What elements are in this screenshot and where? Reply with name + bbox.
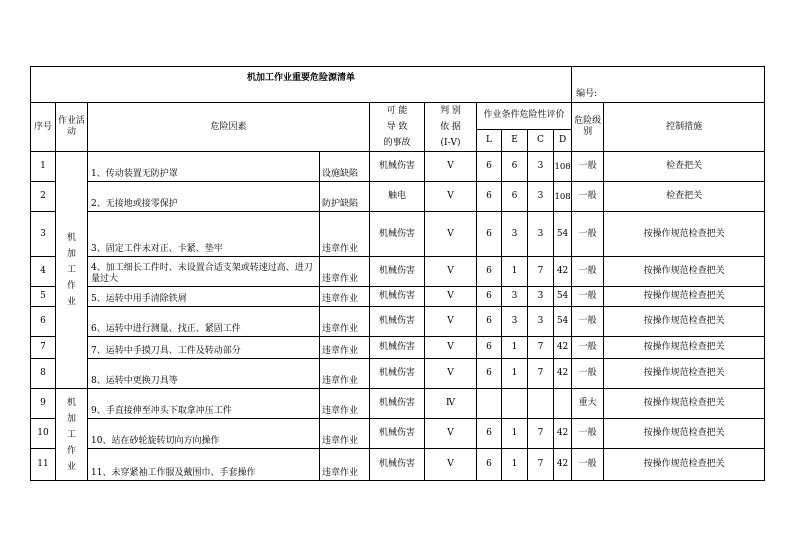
judgement-basis: Ⅴ <box>425 287 477 307</box>
judgement-basis: Ⅴ <box>425 337 477 359</box>
title-row <box>31 67 765 103</box>
table-row <box>31 449 765 481</box>
header-control: 控制措施 <box>604 103 765 152</box>
value-L: 6 <box>477 182 502 212</box>
table-row <box>31 359 765 389</box>
value-D: 54 <box>554 212 572 257</box>
header-level: 危险级别 <box>572 103 604 152</box>
header-C: C <box>528 129 554 151</box>
danger-level: 一般 <box>572 307 604 337</box>
hazard-factor: 10、站在砂轮旋转切向方向操作 <box>88 419 320 449</box>
value-E <box>502 389 528 419</box>
activity-char: 业 <box>66 461 76 472</box>
value-D: 108 <box>554 182 572 212</box>
danger-level: 一般 <box>572 152 604 182</box>
row-number: 4 <box>31 257 56 287</box>
hazard-category: 违章作业 <box>320 359 370 389</box>
value-E: 3 <box>502 287 528 307</box>
hazard-category: 违章作业 <box>320 337 370 359</box>
value-C: 3 <box>528 287 554 307</box>
danger-level: 重大 <box>572 389 604 419</box>
activity-char: 加 <box>66 249 76 259</box>
header-accident-line: 的事故 <box>383 138 411 148</box>
hazard-factor: 11、未穿紧袖工作服及戴围巾、手套操作 <box>88 449 320 481</box>
header-hazard: 危险因素 <box>88 103 370 152</box>
header-basis-line: 判 别 <box>440 106 461 116</box>
control-measure: 按操作规范检查把关 <box>604 212 765 257</box>
hazard-factor: 9、手直接伸至冲头下取拿冲压工件 <box>88 389 320 419</box>
hazard-factor: 5、运转中用手清除铁屑 <box>88 287 320 307</box>
header-evaluation: 作业条件危险性评价 <box>477 103 572 130</box>
danger-level: 一般 <box>572 337 604 359</box>
danger-level: 一般 <box>572 212 604 257</box>
possible-accident: 机械伤害 <box>370 287 425 307</box>
value-D: 42 <box>554 257 572 287</box>
value-D: 108 <box>554 152 572 182</box>
page-title: 机加工作业重要危险源清单 <box>31 67 572 103</box>
table-row <box>31 337 765 359</box>
value-E: 3 <box>502 212 528 257</box>
possible-accident: 触电 <box>370 182 425 212</box>
value-D: 54 <box>554 307 572 337</box>
header-D: D <box>554 129 572 151</box>
control-measure: 按操作规范检查把关 <box>604 337 765 359</box>
row-number: 11 <box>31 449 56 481</box>
danger-level: 一般 <box>572 419 604 449</box>
value-L: 6 <box>477 287 502 307</box>
value-C: 7 <box>528 359 554 389</box>
table-body <box>31 67 765 481</box>
header-activity: 作业活动 <box>56 103 88 152</box>
row-number: 9 <box>31 389 56 419</box>
possible-accident: 机械伤害 <box>370 257 425 287</box>
possible-accident: 机械伤害 <box>370 152 425 182</box>
value-L: 6 <box>477 419 502 449</box>
possible-accident: 机械伤害 <box>370 307 425 337</box>
value-L <box>477 389 502 419</box>
danger-level: 一般 <box>572 182 604 212</box>
row-number: 7 <box>31 337 56 359</box>
judgement-basis: Ⅴ <box>425 152 477 182</box>
table-row <box>31 419 765 449</box>
table-row <box>31 212 765 257</box>
hazard-category: 违章作业 <box>320 449 370 481</box>
table-row <box>31 307 765 337</box>
control-measure: 按操作规范检查把关 <box>604 419 765 449</box>
hazard-factor: 2、无接地或接零保护 <box>88 182 320 212</box>
hazard-category: 违章作业 <box>320 389 370 419</box>
value-L: 6 <box>477 359 502 389</box>
danger-level: 一般 <box>572 359 604 389</box>
row-number: 10 <box>31 419 56 449</box>
value-D: 42 <box>554 337 572 359</box>
header-accident <box>370 103 425 152</box>
value-E: 1 <box>502 449 528 481</box>
value-C: 7 <box>528 419 554 449</box>
value-L: 6 <box>477 212 502 257</box>
header-basis-line: (Ⅰ-Ⅴ) <box>440 138 461 148</box>
value-E: 1 <box>502 419 528 449</box>
hazard-factor: 6、运转中进行测量、找正、紧固工件 <box>88 307 320 337</box>
value-L: 6 <box>477 257 502 287</box>
activity-char: 工 <box>66 429 76 440</box>
value-L: 6 <box>477 152 502 182</box>
hazard-category: 违章作业 <box>320 287 370 307</box>
value-C: 7 <box>528 449 554 481</box>
control-measure: 按操作规范检查把关 <box>604 389 765 419</box>
value-C: 3 <box>528 212 554 257</box>
danger-level: 一般 <box>572 449 604 481</box>
value-C <box>528 389 554 419</box>
row-number: 3 <box>31 212 56 257</box>
header-basis <box>425 103 477 152</box>
activity-cell <box>56 152 88 389</box>
hazard-category: 设施缺陷 <box>320 152 370 182</box>
hazard-factor: 7、运转中手摸刀具、工件及转动部分 <box>88 337 320 359</box>
possible-accident: 机械伤害 <box>370 359 425 389</box>
value-C: 7 <box>528 257 554 287</box>
judgement-basis: Ⅳ <box>425 389 477 419</box>
activity-char: 机 <box>66 233 76 243</box>
value-L: 6 <box>477 307 502 337</box>
value-E: 6 <box>502 182 528 212</box>
judgement-basis: Ⅴ <box>425 419 477 449</box>
hazard-sheet <box>30 66 764 481</box>
hazard-table <box>30 66 765 481</box>
row-number: 6 <box>31 307 56 337</box>
table-row <box>31 182 765 212</box>
activity-char: 机 <box>66 397 76 408</box>
activity-char: 业 <box>66 297 76 307</box>
header-E: E <box>502 129 528 151</box>
value-E: 1 <box>502 337 528 359</box>
value-C: 7 <box>528 337 554 359</box>
value-D: 42 <box>554 419 572 449</box>
control-measure: 按操作规范检查把关 <box>604 257 765 287</box>
row-number: 2 <box>31 182 56 212</box>
possible-accident: 机械伤害 <box>370 449 425 481</box>
activity-char: 加 <box>66 413 76 424</box>
hazard-factor: 4、加工细长工件时、未设置合适支架或转速过高、进刀量过大 <box>88 257 320 287</box>
header-accident-line: 可 能 <box>386 106 408 116</box>
hazard-category: 违章作业 <box>320 257 370 287</box>
value-E: 3 <box>502 307 528 337</box>
activity-char: 作 <box>66 445 76 456</box>
header-seq: 序号 <box>31 103 56 152</box>
control-measure: 检查把关 <box>604 182 765 212</box>
header-accident-line: 导 致 <box>386 122 408 132</box>
possible-accident: 机械伤害 <box>370 419 425 449</box>
hazard-category: 防护缺陷 <box>320 182 370 212</box>
judgement-basis: Ⅴ <box>425 359 477 389</box>
value-E: 6 <box>502 152 528 182</box>
table-row <box>31 257 765 287</box>
header-L: L <box>477 129 502 151</box>
hazard-factor: 1、传动装置无防护罩 <box>88 152 320 182</box>
hazard-category: 违章作业 <box>320 307 370 337</box>
possible-accident: 机械伤害 <box>370 212 425 257</box>
table-row <box>31 389 765 419</box>
possible-accident: 机械伤害 <box>370 389 425 419</box>
value-E: 1 <box>502 257 528 287</box>
hazard-category: 违章作业 <box>320 212 370 257</box>
table-row <box>31 287 765 307</box>
value-C: 3 <box>528 182 554 212</box>
row-number: 5 <box>31 287 56 307</box>
danger-level: 一般 <box>572 257 604 287</box>
value-C: 3 <box>528 307 554 337</box>
row-number: 8 <box>31 359 56 389</box>
hazard-category: 违章作业 <box>320 419 370 449</box>
control-measure: 按操作规范检查把关 <box>604 287 765 307</box>
control-measure: 检查把关 <box>604 152 765 182</box>
judgement-basis: Ⅴ <box>425 212 477 257</box>
value-D <box>554 389 572 419</box>
judgement-basis: Ⅴ <box>425 257 477 287</box>
control-measure: 按操作规范检查把关 <box>604 307 765 337</box>
control-measure: 按操作规范检查把关 <box>604 449 765 481</box>
header-row-1 <box>31 103 765 130</box>
value-D: 54 <box>554 287 572 307</box>
value-L: 6 <box>477 337 502 359</box>
table-row <box>31 152 765 182</box>
hazard-factor: 3、固定工件未对正、卡紧、垫牢 <box>88 212 320 257</box>
header-basis-line: 依 据 <box>440 122 461 132</box>
value-D: 42 <box>554 449 572 481</box>
activity-char: 作 <box>66 281 76 291</box>
value-L: 6 <box>477 449 502 481</box>
code-label: 编号: <box>572 67 765 103</box>
danger-level: 一般 <box>572 287 604 307</box>
judgement-basis: Ⅴ <box>425 307 477 337</box>
value-E: 1 <box>502 359 528 389</box>
control-measure: 按操作规范检查把关 <box>604 359 765 389</box>
hazard-factor: 8、运转中更换刀具等 <box>88 359 320 389</box>
row-number: 1 <box>31 152 56 182</box>
judgement-basis: Ⅴ <box>425 182 477 212</box>
judgement-basis: Ⅴ <box>425 449 477 481</box>
activity-char: 工 <box>66 265 76 275</box>
activity-cell <box>56 389 88 481</box>
possible-accident: 机械伤害 <box>370 337 425 359</box>
value-D: 42 <box>554 359 572 389</box>
value-C: 3 <box>528 152 554 182</box>
